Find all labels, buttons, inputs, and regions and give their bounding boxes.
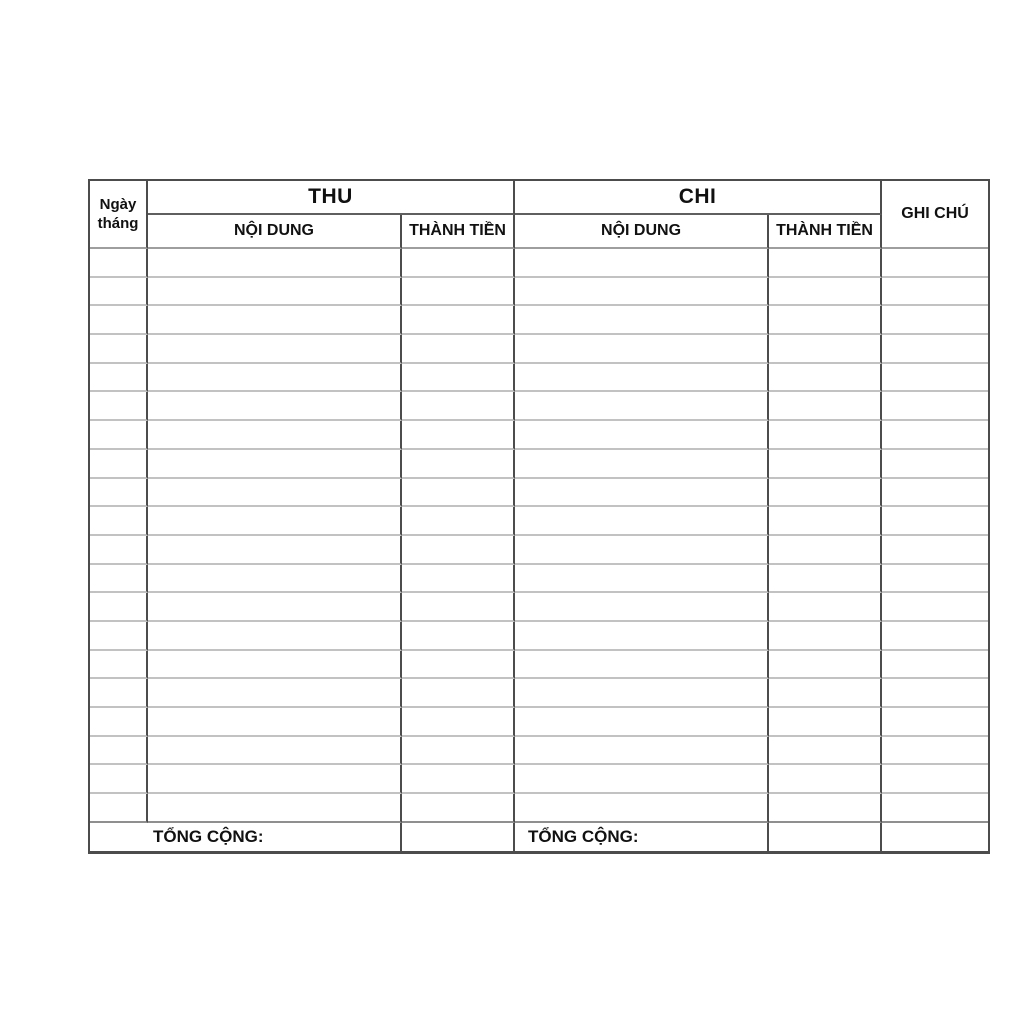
ledger-row <box>90 765 988 794</box>
ledger-table <box>88 179 990 854</box>
ledger-row <box>90 306 988 335</box>
cell-chi-content <box>515 479 769 508</box>
cell-thu-amount <box>402 364 515 393</box>
header-row-subcolumns <box>90 215 988 249</box>
cell-note <box>882 737 988 766</box>
cell-note <box>882 507 988 536</box>
cell-chi-content <box>515 708 769 737</box>
ledger-row <box>90 421 988 450</box>
cell-thu-content <box>148 392 402 421</box>
ledger-row <box>90 364 988 393</box>
cell-date <box>90 479 148 508</box>
cell-note <box>882 479 988 508</box>
cell-thu-amount <box>402 794 515 823</box>
cell-thu-content <box>148 450 402 479</box>
cell-thu-amount <box>402 278 515 307</box>
cell-thu-amount <box>402 679 515 708</box>
cell-chi-content <box>515 765 769 794</box>
cell-thu-content <box>148 364 402 393</box>
cell-thu-amount <box>402 708 515 737</box>
cell-chi-content <box>515 737 769 766</box>
cell-thu-content <box>148 249 402 278</box>
cell-thu-amount <box>402 335 515 364</box>
cell-chi-amount <box>769 765 882 794</box>
header-thu-amount: THÀNH TIỀN <box>402 215 515 249</box>
cell-chi-amount <box>769 278 882 307</box>
cell-chi-content <box>515 536 769 565</box>
cell-thu-content <box>148 622 402 651</box>
cell-chi-content <box>515 450 769 479</box>
cell-chi-content <box>515 421 769 450</box>
cell-note <box>882 765 988 794</box>
cell-note <box>882 622 988 651</box>
ledger-row <box>90 479 988 508</box>
cell-note <box>882 708 988 737</box>
cell-note <box>882 679 988 708</box>
cell-thu-content <box>148 708 402 737</box>
cell-date <box>90 249 148 278</box>
cell-date <box>90 335 148 364</box>
cell-chi-amount <box>769 421 882 450</box>
cell-chi-content <box>515 364 769 393</box>
cell-chi-amount <box>769 335 882 364</box>
cell-date <box>90 794 148 823</box>
cell-date <box>90 737 148 766</box>
cell-chi-amount <box>769 593 882 622</box>
ledger-row <box>90 737 988 766</box>
cell-note <box>882 278 988 307</box>
cell-note <box>882 651 988 680</box>
cell-chi-content <box>515 593 769 622</box>
ledger-row <box>90 507 988 536</box>
total-thu-amount <box>402 823 515 851</box>
ledger-row <box>90 450 988 479</box>
cell-date <box>90 450 148 479</box>
cell-thu-content <box>148 593 402 622</box>
cell-chi-content <box>515 306 769 335</box>
cell-chi-amount <box>769 306 882 335</box>
cell-chi-amount <box>769 651 882 680</box>
cell-chi-amount <box>769 679 882 708</box>
ledger-row <box>90 708 988 737</box>
total-note <box>882 823 988 851</box>
cell-thu-amount <box>402 421 515 450</box>
cell-chi-amount <box>769 737 882 766</box>
cell-thu-content <box>148 507 402 536</box>
cell-chi-amount <box>769 708 882 737</box>
ledger-row <box>90 536 988 565</box>
cell-chi-content <box>515 679 769 708</box>
ledger-row <box>90 335 988 364</box>
cell-date <box>90 622 148 651</box>
cell-chi-content <box>515 651 769 680</box>
cell-note <box>882 335 988 364</box>
ledger-row <box>90 593 988 622</box>
cell-date <box>90 765 148 794</box>
cell-note <box>882 536 988 565</box>
cell-chi-content <box>515 278 769 307</box>
cell-thu-content <box>148 765 402 794</box>
ledger-row <box>90 651 988 680</box>
cell-chi-amount <box>769 364 882 393</box>
cell-thu-content <box>148 737 402 766</box>
cell-date <box>90 421 148 450</box>
cell-thu-content <box>148 679 402 708</box>
ledger-row <box>90 278 988 307</box>
cell-date <box>90 565 148 594</box>
header-date-line2: tháng <box>97 215 139 232</box>
header-chi-content: NỘI DUNG <box>515 215 769 249</box>
cell-date <box>90 392 148 421</box>
cell-note <box>882 593 988 622</box>
cell-thu-amount <box>402 593 515 622</box>
ledger-row <box>90 679 988 708</box>
cell-thu-amount <box>402 450 515 479</box>
cell-chi-amount <box>769 507 882 536</box>
cell-date <box>90 651 148 680</box>
header-thu-content: NỘI DUNG <box>148 215 402 249</box>
header-row-groups <box>90 181 988 215</box>
ledger-row <box>90 392 988 421</box>
cell-date <box>90 507 148 536</box>
cell-thu-amount <box>402 392 515 421</box>
cell-thu-content <box>148 335 402 364</box>
cell-date <box>90 306 148 335</box>
cell-thu-content <box>148 479 402 508</box>
header-date-line1: Ngày <box>99 195 137 213</box>
cell-note <box>882 249 988 278</box>
cell-thu-content <box>148 421 402 450</box>
total-chi-label: TỔNG CỘNG: <box>515 823 769 851</box>
cell-thu-content <box>148 536 402 565</box>
cell-date <box>90 679 148 708</box>
cell-date <box>90 364 148 393</box>
cell-thu-amount <box>402 249 515 278</box>
header-chi-amount: THÀNH TIỀN <box>769 215 882 249</box>
cell-thu-amount <box>402 306 515 335</box>
cell-chi-amount <box>769 565 882 594</box>
cell-thu-content <box>148 651 402 680</box>
header-notes-column: GHI CHÚ <box>882 181 988 249</box>
cell-thu-amount <box>402 737 515 766</box>
cell-thu-content <box>148 794 402 823</box>
ledger-row <box>90 565 988 594</box>
cell-thu-amount <box>402 536 515 565</box>
cell-date <box>90 593 148 622</box>
cell-chi-amount <box>769 392 882 421</box>
cell-chi-content <box>515 565 769 594</box>
cell-thu-amount <box>402 765 515 794</box>
total-row <box>90 823 988 851</box>
cell-thu-amount <box>402 507 515 536</box>
cell-note <box>882 794 988 823</box>
header-date-column <box>90 181 148 249</box>
cell-chi-amount <box>769 794 882 823</box>
cell-chi-content <box>515 335 769 364</box>
cell-chi-amount <box>769 450 882 479</box>
ledger-row <box>90 249 988 278</box>
header-thu-group: THU <box>148 181 515 215</box>
cell-thu-amount <box>402 479 515 508</box>
cell-thu-content <box>148 278 402 307</box>
cell-chi-amount <box>769 622 882 651</box>
cell-thu-content <box>148 306 402 335</box>
cell-note <box>882 392 988 421</box>
cell-chi-content <box>515 249 769 278</box>
cell-note <box>882 565 988 594</box>
cell-chi-amount <box>769 249 882 278</box>
cell-chi-content <box>515 794 769 823</box>
cell-chi-amount <box>769 536 882 565</box>
cell-note <box>882 421 988 450</box>
header-chi-group: CHI <box>515 181 882 215</box>
cell-date <box>90 708 148 737</box>
ledger-row <box>90 794 988 823</box>
total-chi-amount <box>769 823 882 851</box>
cell-thu-amount <box>402 565 515 594</box>
cell-note <box>882 306 988 335</box>
cell-chi-content <box>515 622 769 651</box>
cell-chi-content <box>515 392 769 421</box>
cell-note <box>882 450 988 479</box>
cell-thu-amount <box>402 622 515 651</box>
cell-date <box>90 278 148 307</box>
cell-thu-content <box>148 565 402 594</box>
cell-chi-content <box>515 507 769 536</box>
total-thu-label: TỔNG CỘNG: <box>90 823 402 851</box>
ledger-row <box>90 622 988 651</box>
cell-chi-amount <box>769 479 882 508</box>
cell-date <box>90 536 148 565</box>
cell-thu-amount <box>402 651 515 680</box>
cell-note <box>882 364 988 393</box>
